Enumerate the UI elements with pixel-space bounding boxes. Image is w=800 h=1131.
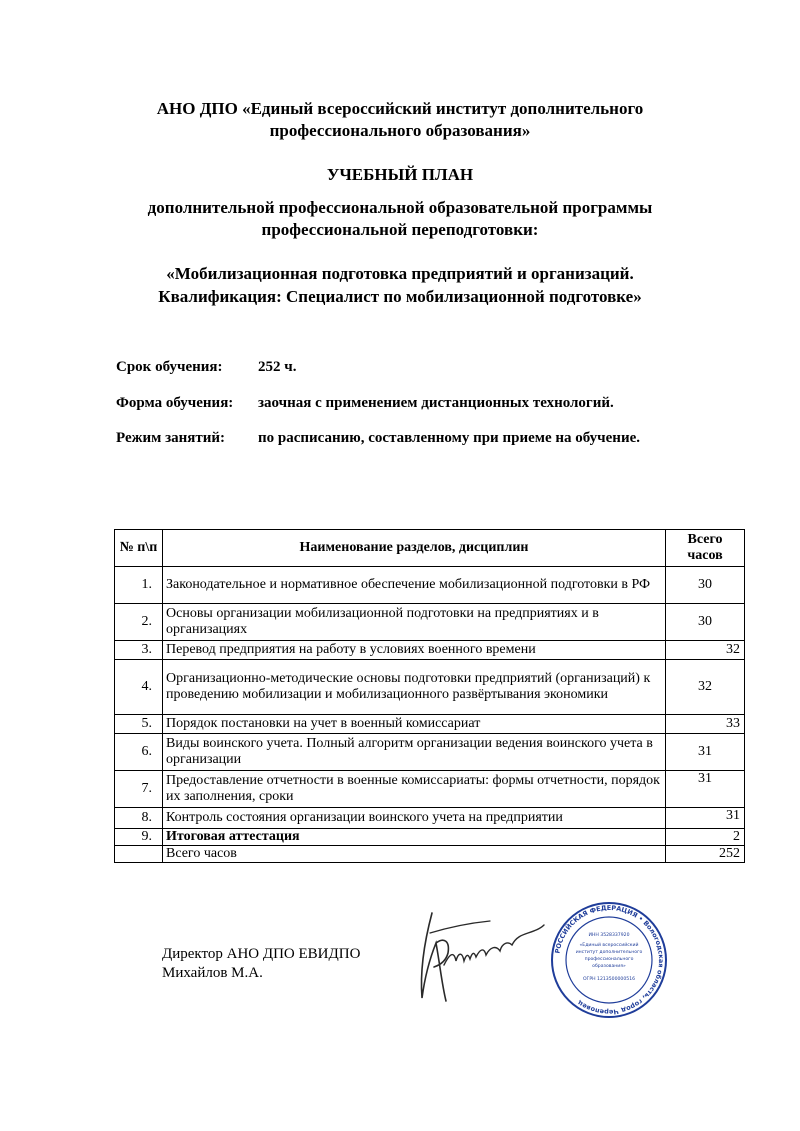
signer-name: Михайлов М.А. xyxy=(162,965,263,981)
signer-block xyxy=(162,945,360,983)
table-row xyxy=(115,734,745,771)
row-number: 6. xyxy=(115,734,163,771)
col-header-num: № п\п xyxy=(115,530,163,567)
row-hours: 30 xyxy=(666,567,745,604)
stamp-inn: ИНН 3528337920 xyxy=(588,933,630,938)
col-header-name: Наименование разделов, дисциплин xyxy=(163,530,666,567)
program-type-line2: профессиональной переподготовки: xyxy=(261,220,539,239)
program-type-line1: дополнительной профессиональной образовательной программы xyxy=(147,198,653,217)
program-name-line2: Квалификация: Специалист по мобилизационной подготовке» xyxy=(158,287,642,306)
org-name-line2: профессионального образования» xyxy=(269,121,531,140)
schedule-value: по расписанию, составленному при приеме на обучение. xyxy=(258,430,640,446)
row-number: 3. xyxy=(115,641,163,660)
row-number: 7. xyxy=(115,771,163,808)
table-header-row xyxy=(115,530,745,567)
row-hours: 2 xyxy=(666,829,745,846)
table-row xyxy=(115,567,745,604)
table-row xyxy=(115,604,745,641)
col-header-hours xyxy=(666,530,745,567)
table-row xyxy=(115,771,745,808)
schedule-label: Режим занятий: xyxy=(116,430,226,446)
row-discipline: Порядок постановки на учет в военный комиссариат xyxy=(163,715,666,734)
signer-position: Директор АНО ДПО ЕВИДПО xyxy=(162,946,361,962)
duration-value: 252 ч. xyxy=(258,359,297,375)
row-number: 4. xyxy=(115,660,163,715)
row-hours: 32 xyxy=(666,641,745,660)
row-number: 9. xyxy=(115,829,163,846)
col-header-hours-line2: часов xyxy=(687,548,723,563)
table-row xyxy=(115,808,745,829)
total-num-empty xyxy=(115,846,163,863)
table-row xyxy=(115,641,745,660)
row-discipline: Основы организации мобилизационной подготовки на предприятиях и в организациях xyxy=(163,604,666,641)
handwritten-signature xyxy=(410,903,550,1008)
table-row xyxy=(115,715,745,734)
svg-text:«Единый всероссийский: «Единый всероссийский xyxy=(579,943,639,948)
row-discipline: Организационно-методические основы подготовки предприятий (организаций) к проведению мобилизации и мобилизационного развёртывания экономики xyxy=(163,660,666,715)
row-hours: 32 xyxy=(666,660,745,715)
row-number: 5. xyxy=(115,715,163,734)
organization-stamp xyxy=(549,900,669,1020)
row-hours: 33 xyxy=(666,715,745,734)
program-name-line1: «Мобилизационная подготовка предприятий и организаций. xyxy=(166,264,634,283)
table-row xyxy=(115,660,745,715)
svg-text:профессионального: профессионального xyxy=(584,957,634,962)
svg-text:институт дополнительного: институт дополнительного xyxy=(575,950,643,955)
org-name-line1: АНО ДПО «Единый всероссийский институт дополнительного xyxy=(156,99,644,118)
svg-text:РОССИЙСКАЯ ФЕДЕРАЦИЯ • Вологод: РОССИЙСКАЯ ФЕДЕРАЦИЯ • Вологодская область, город Череповец xyxy=(553,903,666,1017)
total-hours: 252 xyxy=(666,846,745,863)
table-total-row xyxy=(115,846,745,863)
study-form-label: Форма обучения: xyxy=(116,395,234,411)
row-discipline: Законодательное и нормативное обеспечение мобилизационной подготовки в РФ xyxy=(163,567,666,604)
row-hours: 30 xyxy=(666,604,745,641)
svg-text:образования»: образования» xyxy=(592,964,626,969)
row-number: 2. xyxy=(115,604,163,641)
total-label: Всего часов xyxy=(163,846,666,863)
curriculum-table xyxy=(114,529,745,863)
row-discipline: Контроль состояния организации воинского учета на предприятии xyxy=(163,808,666,829)
stamp-ogrn: ОГРН 1213500000516 xyxy=(582,977,636,982)
row-number: 8. xyxy=(115,808,163,829)
row-hours: 31 xyxy=(666,771,745,808)
duration-label: Срок обучения: xyxy=(116,359,223,375)
col-header-hours-line1: Всего xyxy=(687,532,723,547)
row-discipline: Перевод предприятия на работу в условиях военного времени xyxy=(163,641,666,660)
row-hours: 31 xyxy=(666,808,745,829)
row-hours: 31 xyxy=(666,734,745,771)
table-row xyxy=(115,829,745,846)
document-title: УЧЕБНЫЙ ПЛАН xyxy=(326,165,474,184)
study-form-value: заочная с применением дистанционных технологий. xyxy=(258,395,614,411)
row-discipline: Виды воинского учета. Полный алгоритм организации ведения воинского учета в организации xyxy=(163,734,666,771)
row-number: 1. xyxy=(115,567,163,604)
row-discipline: Предоставление отчетности в военные комиссариаты: формы отчетности, порядок их заполнения, сроки xyxy=(163,771,666,808)
row-discipline: Итоговая аттестация xyxy=(163,829,666,846)
